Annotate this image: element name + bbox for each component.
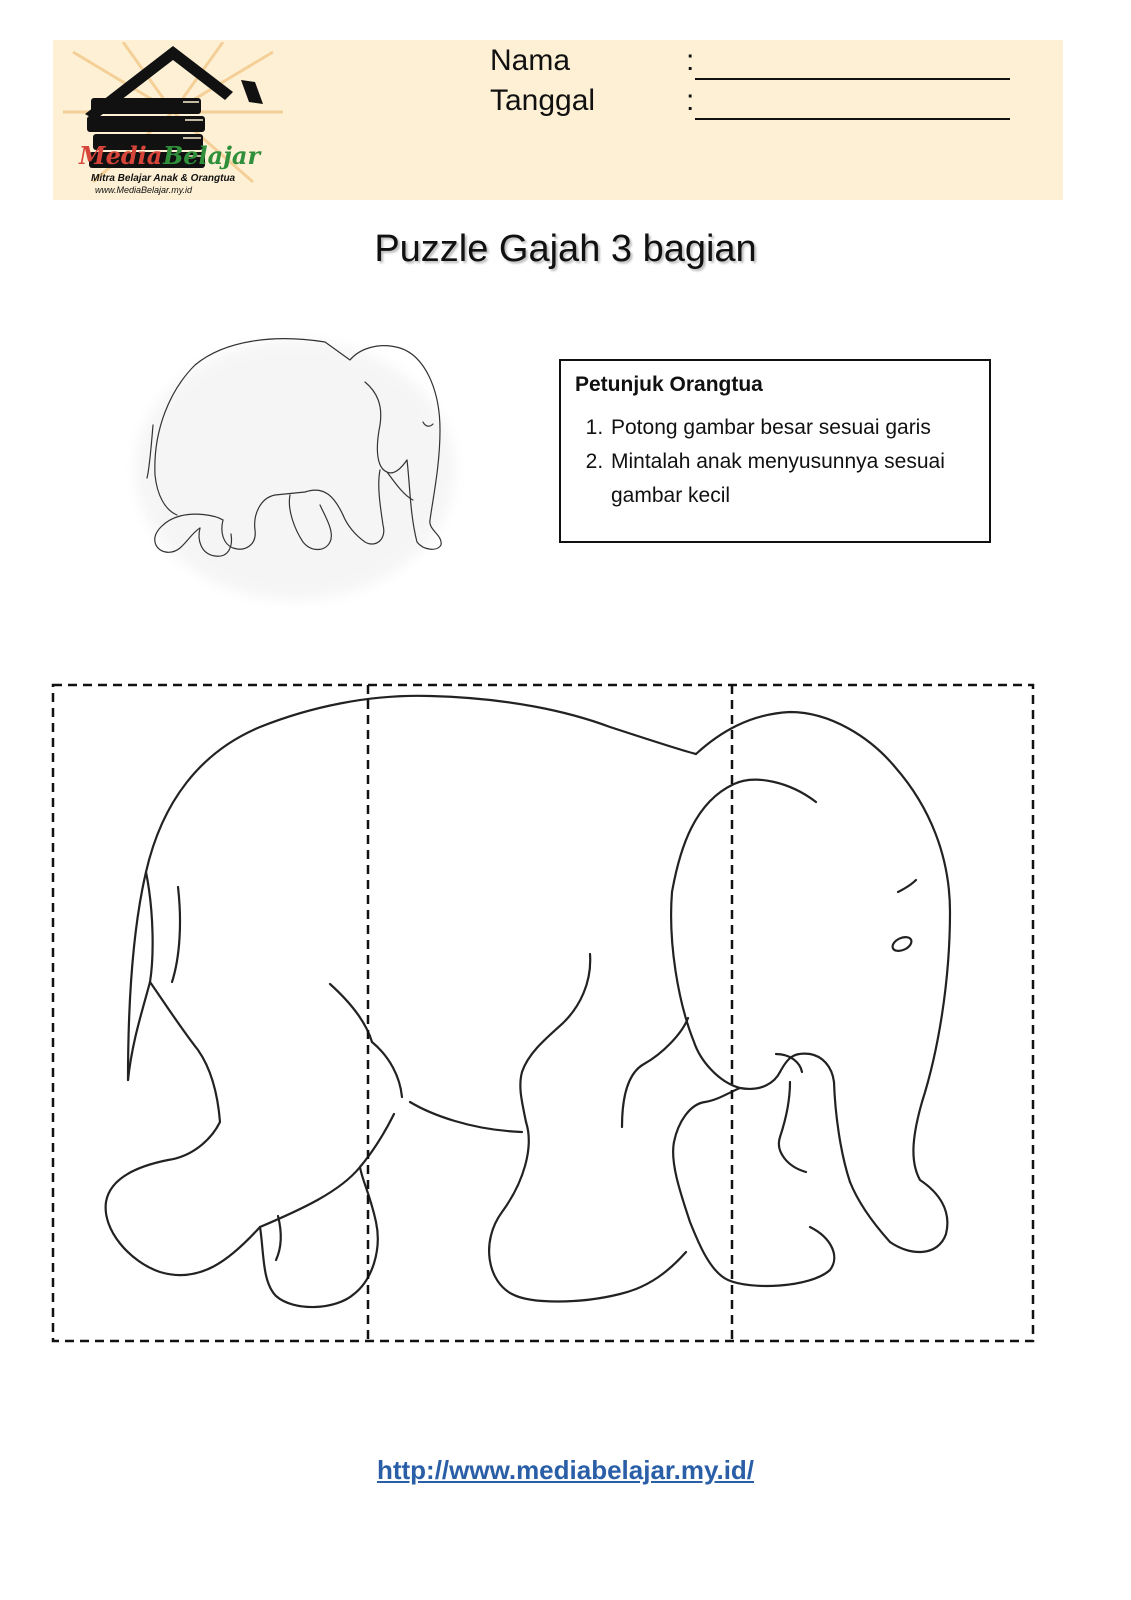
- header-banner: [53, 40, 1063, 200]
- parent-instructions-box: [559, 359, 991, 543]
- date-colon: :: [686, 84, 695, 117]
- name-label: Nama: [490, 44, 571, 77]
- date-blank-line[interactable]: [695, 118, 1010, 120]
- name-field[interactable]: [490, 44, 1020, 84]
- instruction-step: 1. Potong gambar besar sesuai garis: [609, 411, 975, 445]
- reference-elephant-image: [125, 320, 465, 610]
- media-belajar-logo: [63, 42, 283, 198]
- website-link[interactable]: http://www.mediabelajar.my.id/: [376, 1455, 755, 1485]
- name-blank-line[interactable]: [695, 78, 1010, 80]
- svg-text:Belajar: Belajar: [163, 141, 261, 170]
- date-field[interactable]: [490, 84, 1020, 124]
- svg-text:www.MediaBelajar.my.id: www.MediaBelajar.my.id: [95, 185, 193, 195]
- page-title: Puzzle Gajah 3 bagian: [374, 228, 757, 270]
- elephant-puzzle[interactable]: [50, 682, 1036, 1344]
- svg-text:Mitra Belajar Anak & Orangtua: Mitra Belajar Anak & Orangtua: [91, 173, 236, 184]
- puzzle-outer-cut-border: [53, 685, 1033, 1341]
- date-label: Tanggal: [490, 84, 596, 117]
- instructions-list: [575, 411, 975, 513]
- instructions-heading: Petunjuk Orangtua: [575, 373, 763, 396]
- cut-lines[interactable]: [53, 685, 1033, 1341]
- instruction-step: 2. Mintalah anak menyusunnya sesuai gambar kecil: [609, 445, 975, 513]
- svg-text:Media: Media: [79, 141, 163, 170]
- name-colon: :: [686, 44, 695, 77]
- elephant-outline: [106, 696, 950, 1307]
